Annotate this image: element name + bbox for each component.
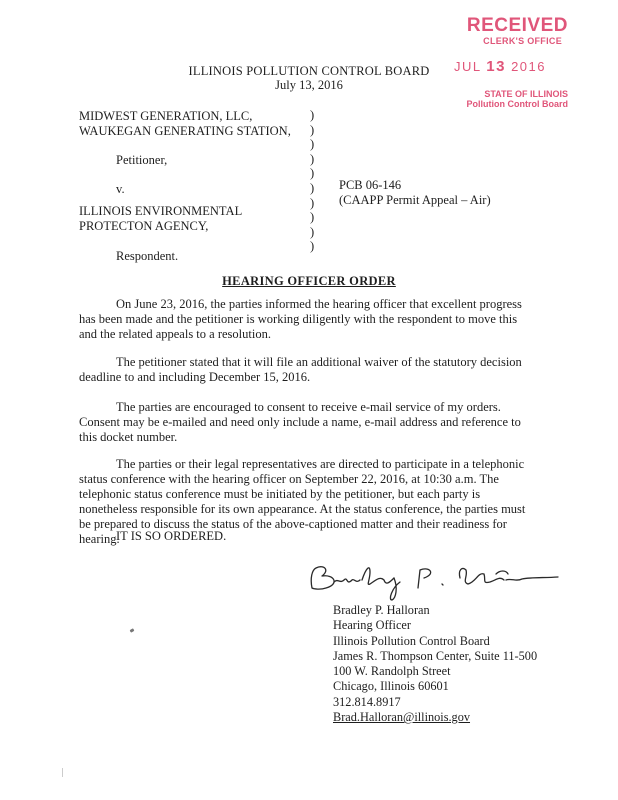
paren: ) bbox=[310, 195, 315, 210]
signer-title: Hearing Officer bbox=[333, 618, 411, 633]
order-title: HEARING OFFICER ORDER bbox=[222, 274, 396, 288]
signer-agency: Illinois Pollution Control Board bbox=[333, 633, 490, 648]
petitioner-role: Petitioner, bbox=[116, 153, 168, 167]
versus: v. bbox=[116, 182, 125, 196]
caption-parentheses bbox=[310, 108, 320, 254]
signer-address-line2: 100 W. Randolph Street bbox=[333, 664, 451, 679]
document-date: July 13, 2016 bbox=[275, 78, 343, 92]
signer-email-link[interactable]: Brad.Halloran@illinois.gov bbox=[333, 710, 471, 725]
order-paragraph-1: On June 23, 2016, the parties informed the hearing officer that excellent progress has been made and the petitioner is working diligently with the respondent to move this and the related appeals to a resolution. bbox=[79, 297, 522, 341]
paren: ) bbox=[310, 210, 315, 225]
respondent-role: Respondent. bbox=[116, 249, 179, 263]
signer-phone: 312.814.8917 bbox=[333, 694, 401, 709]
respondent-name-line2: PROTECTON AGENCY, bbox=[79, 219, 209, 233]
respondent-name-line1: ILLINOIS ENVIRONMENTAL bbox=[79, 204, 243, 218]
paren: ) bbox=[310, 151, 315, 166]
stamp-date-month: JUL bbox=[454, 59, 487, 74]
stamp-date-year: 2016 bbox=[505, 59, 546, 74]
paren: ) bbox=[310, 137, 315, 152]
scan-mark bbox=[62, 768, 63, 777]
stamp-board: Pollution Control Board bbox=[466, 99, 568, 109]
stamp-received: RECEIVED bbox=[466, 15, 568, 36]
petitioner-name-line1: MIDWEST GENERATION, LLC, bbox=[79, 109, 253, 123]
paren: ) bbox=[310, 180, 315, 195]
stamp-office: CLERK'S OFFICE bbox=[483, 36, 562, 46]
paren: ) bbox=[310, 224, 315, 239]
signer-address-line1: James R. Thompson Center, Suite 11-500 bbox=[333, 648, 538, 663]
signer-city: Chicago, Illinois 60601 bbox=[333, 679, 449, 694]
scan-speck bbox=[130, 628, 135, 633]
stamp-date-day: 13 bbox=[486, 58, 506, 75]
order-paragraph-3: The parties are encouraged to consent to receive e-mail service of my orders. Consent may be e-mailed and need only include a name, e-mail address and reference to this docket number. bbox=[79, 400, 521, 444]
signature-block bbox=[333, 603, 563, 725]
stamp-state: STATE OF ILLINOIS bbox=[484, 89, 568, 99]
order-paragraph-2: The petitioner stated that it will file an additional waiver of the statutory decision deadline to and including December 15, 2016. bbox=[79, 355, 522, 384]
paren: ) bbox=[310, 122, 315, 137]
order-closing: IT IS SO ORDERED. bbox=[116, 529, 227, 543]
case-number: PCB 06-146 bbox=[339, 178, 402, 192]
signer-name: Bradley P. Halloran bbox=[333, 603, 430, 617]
order-paragraph-4: The parties or their legal representatives are directed to participate in a telephonic status conference with the hearing officer on September 22, 2016, at 10:30 a.m. The telephonic status conference must be initiated by the petitioner, but each party is nonetheless responsible for its own appearance. At the status conference, the parties must be prepared to discuss the status of the above-captioned matter and their readiness for hearing. bbox=[79, 457, 526, 546]
paren: ) bbox=[310, 166, 315, 181]
case-type: (CAAPP Permit Appeal – Air) bbox=[339, 193, 491, 207]
agency-header: ILLINOIS POLLUTION CONTROL BOARD bbox=[188, 64, 430, 78]
signature-image bbox=[300, 558, 562, 602]
paren: ) bbox=[310, 239, 315, 254]
petitioner-name-line2: WAUKEGAN GENERATING STATION, bbox=[79, 124, 291, 138]
paren: ) bbox=[310, 108, 315, 122]
received-stamp bbox=[448, 16, 568, 109]
